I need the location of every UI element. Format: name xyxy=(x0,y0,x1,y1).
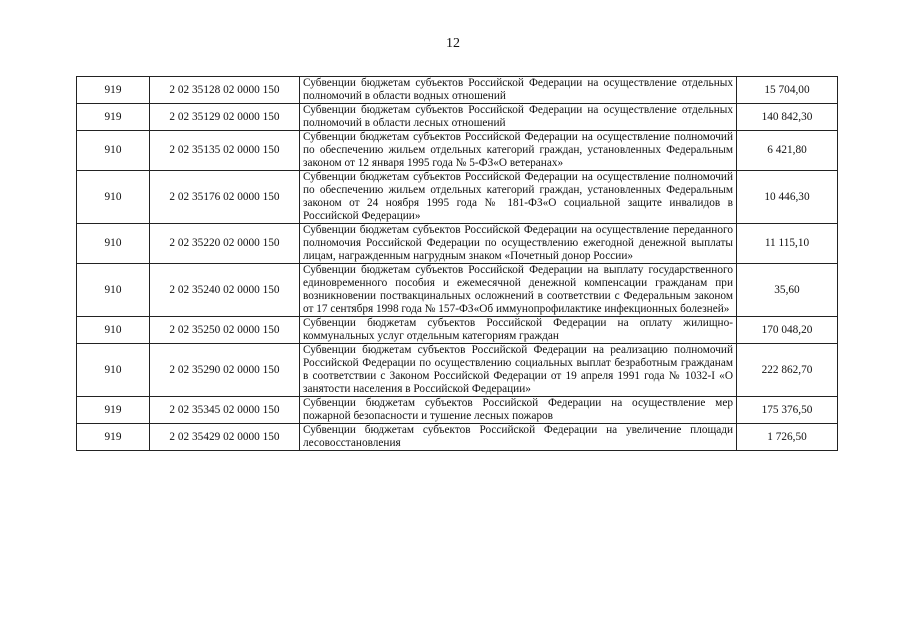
table-row xyxy=(77,317,838,344)
amount-cell: 175 376,50 xyxy=(737,397,838,424)
admin-code-cell: 910 xyxy=(77,264,150,317)
amount-cell: 35,60 xyxy=(737,264,838,317)
admin-code-cell: 910 xyxy=(77,131,150,171)
budget-code-cell: 2 02 35220 02 0000 150 xyxy=(150,224,300,264)
table-row xyxy=(77,424,838,451)
admin-code-cell: 919 xyxy=(77,77,150,104)
table-row xyxy=(77,224,838,264)
budget-code-cell: 2 02 35128 02 0000 150 xyxy=(150,77,300,104)
admin-code-cell: 910 xyxy=(77,317,150,344)
admin-code-cell: 910 xyxy=(77,344,150,397)
description-cell: Субвенции бюджетам субъектов Российской Федерации на увеличение площади лесовосстановления xyxy=(300,424,737,451)
budget-table xyxy=(76,76,838,451)
amount-cell: 10 446,30 xyxy=(737,171,838,224)
budget-code-cell: 2 02 35250 02 0000 150 xyxy=(150,317,300,344)
description-cell: Субвенции бюджетам субъектов Российской Федерации на осуществление мер пожарной безопасности и тушение лесных пожаров xyxy=(300,397,737,424)
description-cell: Субвенции бюджетам субъектов Российской Федерации на осуществление полномочий по обеспечению жильем отдельных категорий граждан, установленных Федеральным законом от 24 ноября 1995 года № 181-ФЗ«О социальной защите инвалидов в Российской Федерации» xyxy=(300,171,737,224)
table-row xyxy=(77,77,838,104)
budget-code-cell: 2 02 35129 02 0000 150 xyxy=(150,104,300,131)
table-row xyxy=(77,171,838,224)
description-cell: Субвенции бюджетам субъектов Российской Федерации на осуществление отдельных полномочий в области лесных отношений xyxy=(300,104,737,131)
admin-code-cell: 919 xyxy=(77,424,150,451)
description-cell: Субвенции бюджетам субъектов Российской Федерации на оплату жилищно-коммунальных услуг отдельным категориям граждан xyxy=(300,317,737,344)
budget-code-cell: 2 02 35176 02 0000 150 xyxy=(150,171,300,224)
description-cell: Субвенции бюджетам субъектов Российской Федерации на выплату государственного единовременного пособия и ежемесячной денежной компенсации гражданам при возникновении поствакцинальных осложнений в соответствии с Федеральным законом от 17 сентября 1998 года № 157-ФЗ«Об иммунопрофилактике инфекционных болезней» xyxy=(300,264,737,317)
amount-cell: 6 421,80 xyxy=(737,131,838,171)
budget-code-cell: 2 02 35240 02 0000 150 xyxy=(150,264,300,317)
amount-cell: 15 704,00 xyxy=(737,77,838,104)
admin-code-cell: 919 xyxy=(77,397,150,424)
admin-code-cell: 919 xyxy=(77,104,150,131)
amount-cell: 140 842,30 xyxy=(737,104,838,131)
amount-cell: 170 048,20 xyxy=(737,317,838,344)
table-row xyxy=(77,344,838,397)
description-cell: Субвенции бюджетам субъектов Российской Федерации на осуществление полномочий по обеспечению жильем отдельных категорий граждан, установленных Федеральным законом от 12 января 1995 года № 5-ФЗ«О ветеранах» xyxy=(300,131,737,171)
budget-code-cell: 2 02 35429 02 0000 150 xyxy=(150,424,300,451)
admin-code-cell: 910 xyxy=(77,171,150,224)
table-row xyxy=(77,131,838,171)
budget-code-cell: 2 02 35135 02 0000 150 xyxy=(150,131,300,171)
description-cell: Субвенции бюджетам субъектов Российской Федерации на реализацию полномочий Российской Федерации по осуществлению социальных выплат безработным гражданам в соответствии с Законом Российской Федерации от 19 апреля 1991 года № 1032-I «О занятости населения в Российской Федерации» xyxy=(300,344,737,397)
amount-cell: 1 726,50 xyxy=(737,424,838,451)
description-cell: Субвенции бюджетам субъектов Российской Федерации на осуществление отдельных полномочий в области водных отношений xyxy=(300,77,737,104)
page-number: 12 xyxy=(446,36,460,51)
budget-code-cell: 2 02 35290 02 0000 150 xyxy=(150,344,300,397)
table-row xyxy=(77,397,838,424)
description-cell: Субвенции бюджетам субъектов Российской Федерации на осуществление переданного полномочия Российской Федерации по осуществлению ежегодной денежной выплаты лицам, награжденным нагрудным знаком «Почетный донор России» xyxy=(300,224,737,264)
table-row xyxy=(77,104,838,131)
admin-code-cell: 910 xyxy=(77,224,150,264)
amount-cell: 222 862,70 xyxy=(737,344,838,397)
table-row xyxy=(77,264,838,317)
budget-code-cell: 2 02 35345 02 0000 150 xyxy=(150,397,300,424)
amount-cell: 11 115,10 xyxy=(737,224,838,264)
